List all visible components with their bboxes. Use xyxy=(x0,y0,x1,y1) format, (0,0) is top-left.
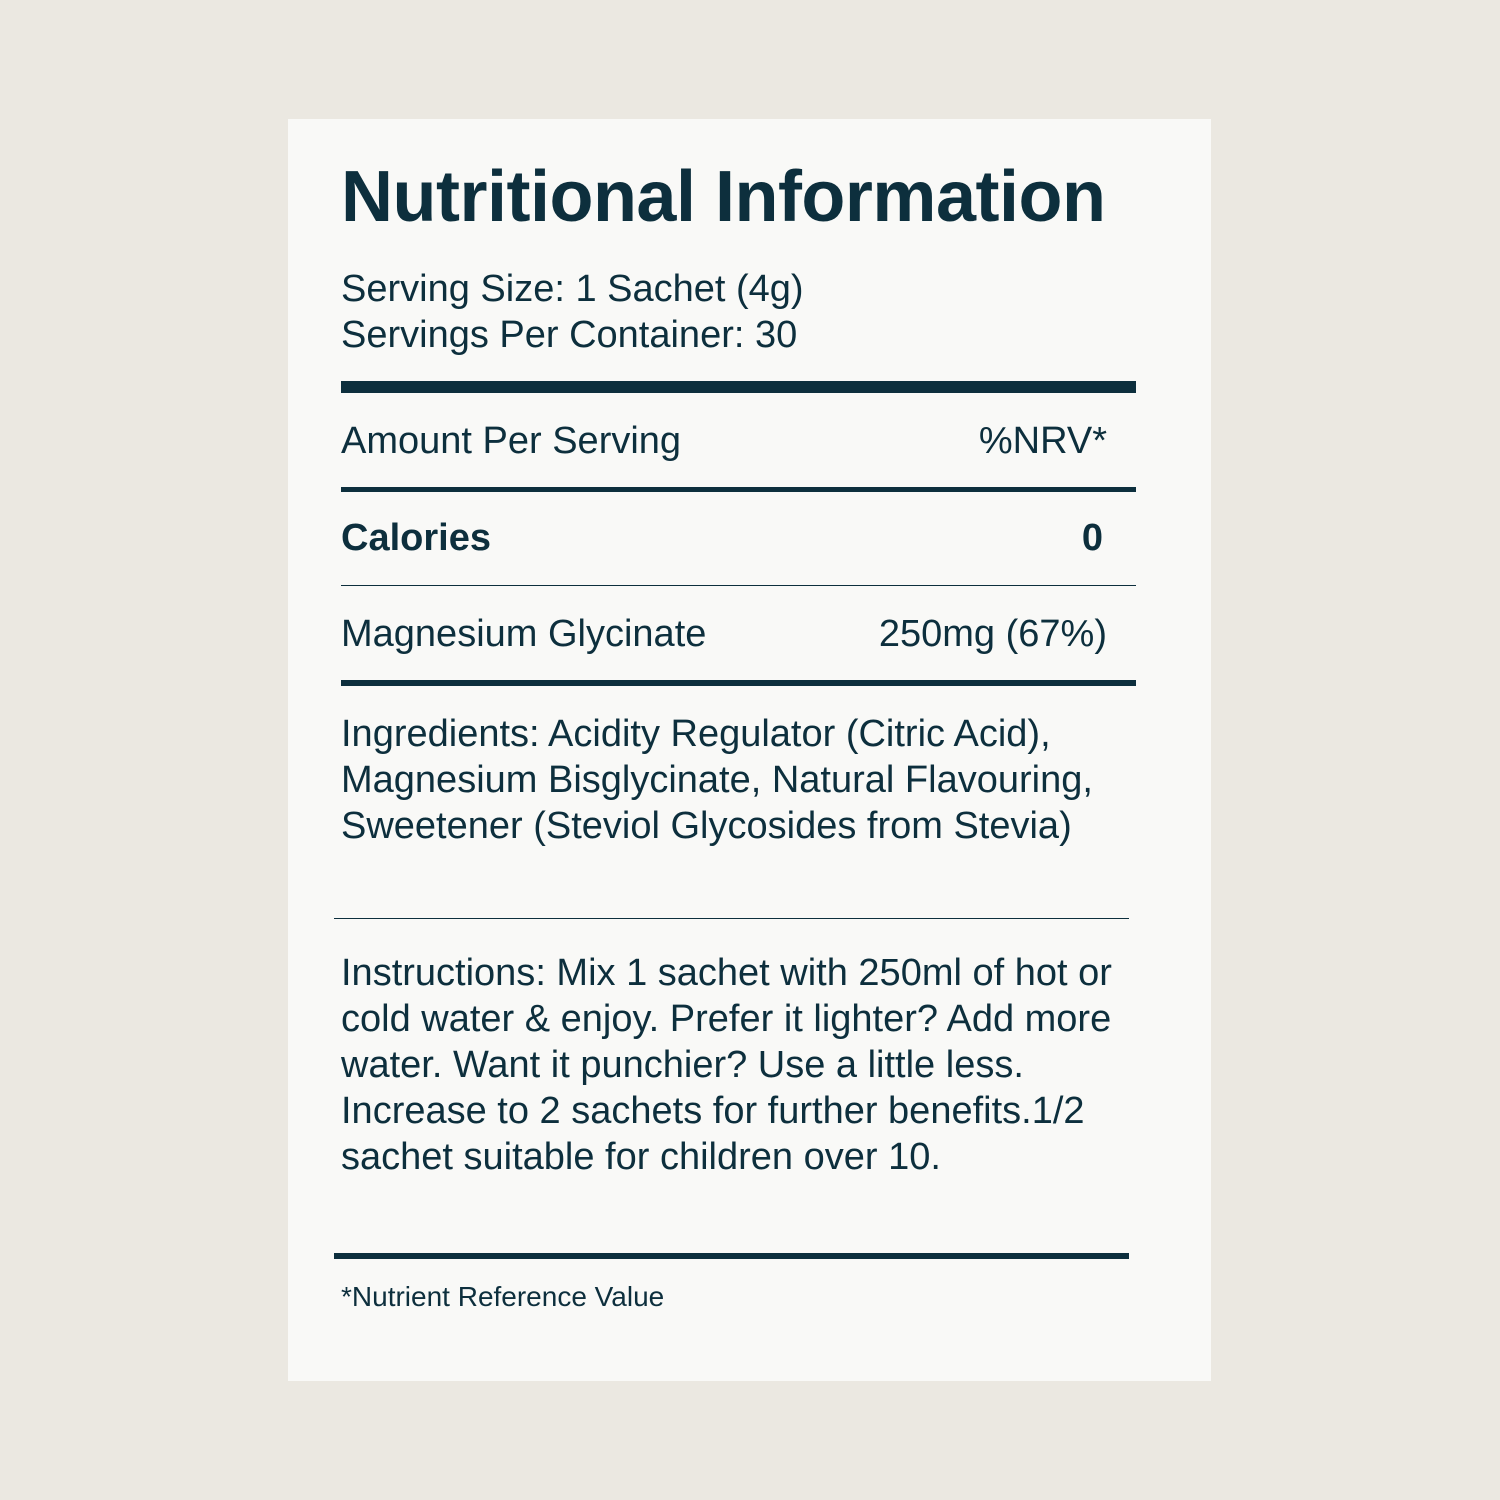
servings-per-container: Servings Per Container: 30 xyxy=(341,314,798,356)
ingredients-text: : Acidity Regulator (Citric Acid), Magnesium Bisglycinate, Natural Flavouring, Sweetener (Steviol Glycosides from Stevia) xyxy=(341,713,1093,847)
nrv-header: %NRV* xyxy=(978,420,1107,462)
thick-divider-bottom xyxy=(334,1253,1129,1259)
nutrient-name: Magnesium Glycinate xyxy=(341,613,707,655)
nutrition-label-card xyxy=(288,119,1211,1381)
amount-per-serving-header: Amount Per Serving xyxy=(341,420,682,462)
medium-divider xyxy=(341,487,1136,492)
instructions-text: : Mix 1 sachet with 250ml of hot or cold water & enjoy. Prefer it lighter? Add more water. Want it punchier? Use a little less. Increase to 2 sachets for further benefits.1/2 sachet suitable for children over 10. xyxy=(341,952,1112,1178)
thick-divider-nutrients xyxy=(341,680,1136,686)
calories-label: Calories xyxy=(341,517,491,559)
label-title: Nutritional Information xyxy=(341,157,1106,237)
calories-value: 0 xyxy=(1081,517,1103,559)
ingredients-label: Ingredients xyxy=(341,713,530,755)
thick-divider-top xyxy=(341,381,1136,393)
instructions-label: Instructions xyxy=(341,952,536,994)
nutrient-value: 250mg (67%) xyxy=(878,613,1107,655)
thin-divider-ingredients xyxy=(334,918,1129,919)
serving-info xyxy=(341,266,804,358)
thin-divider-calories xyxy=(341,585,1136,586)
nrv-footnote: *Nutrient Reference Value xyxy=(341,1281,665,1312)
instructions-paragraph xyxy=(341,950,1171,1180)
serving-size: Serving Size: 1 Sachet (4g) xyxy=(341,268,804,310)
ingredients-paragraph xyxy=(341,711,1161,849)
